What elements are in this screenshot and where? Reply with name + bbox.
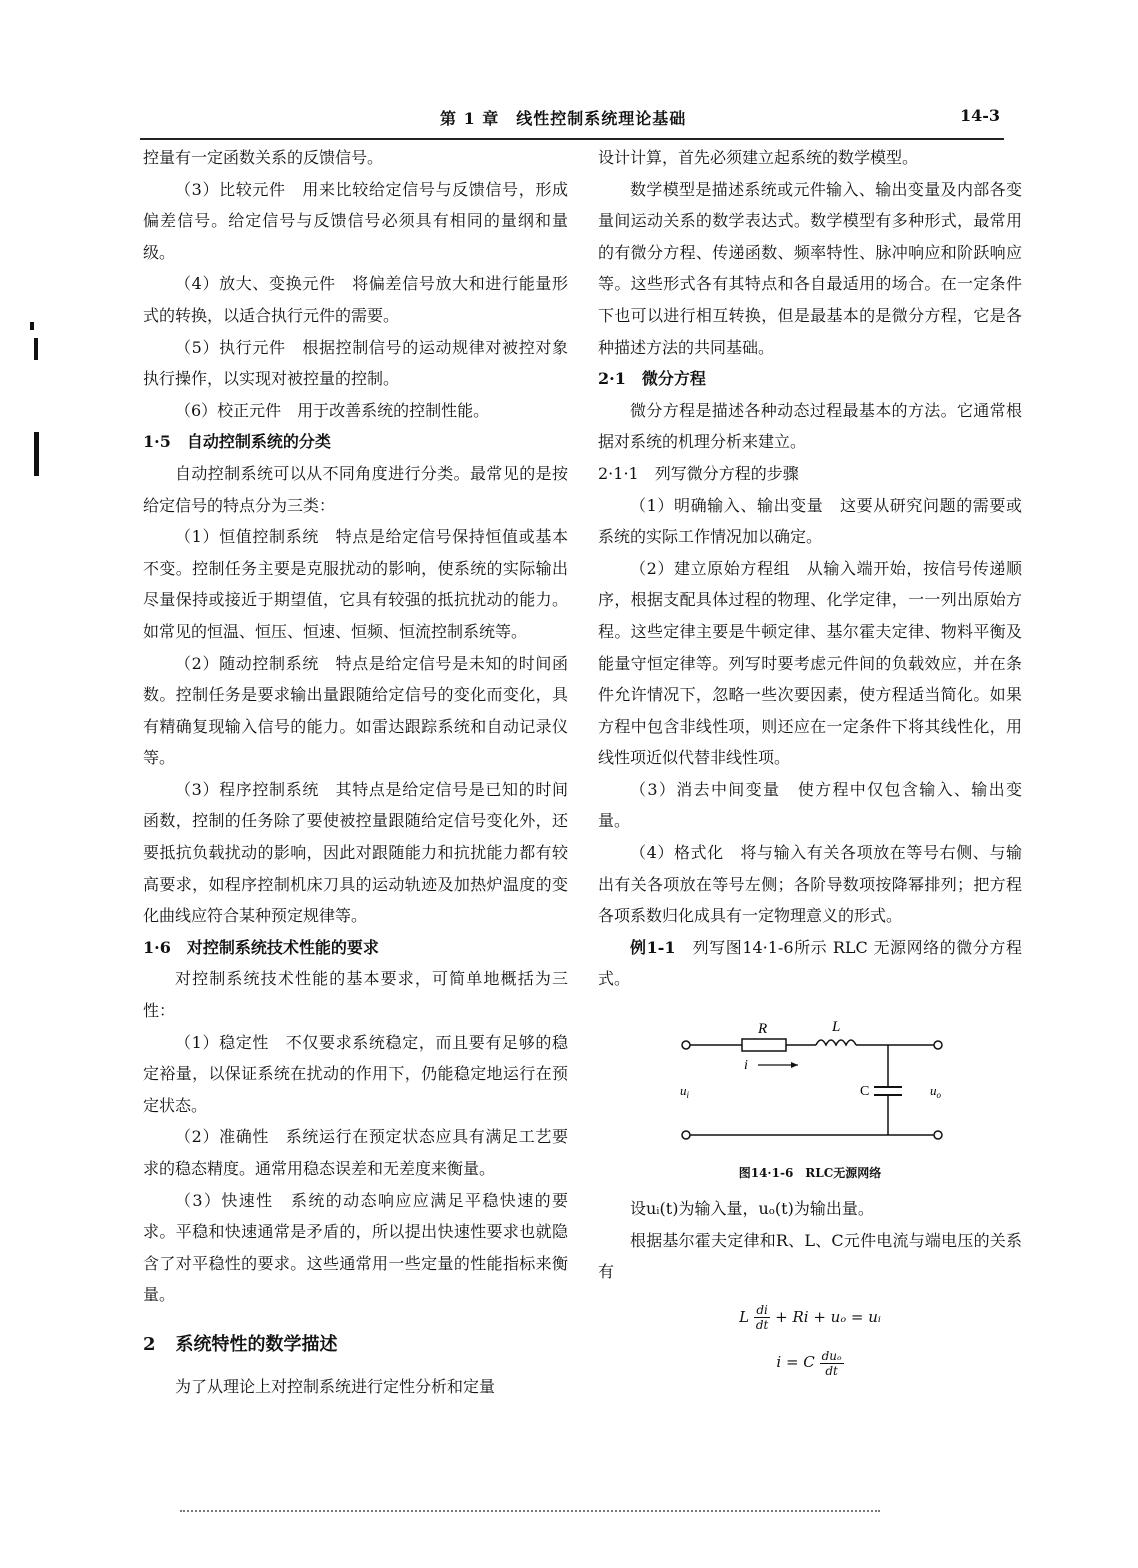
left-column — [143, 142, 568, 1402]
scan-mark — [30, 322, 34, 330]
paragraph: （3）快速性 系统的动态响应应满足平稳快速的要求。平稳和快速通常是矛盾的，所以提出快速性要求也就隐含了对平稳性的要求。这些通常用一些定量的性能指标来衡量。 — [143, 1190, 568, 1305]
inductor-symbol — [816, 1040, 856, 1045]
section-number: 2 — [143, 1333, 156, 1355]
paragraph: （6）校正元件 用于改善系统的控制性能。 — [175, 400, 490, 420]
resistor-symbol — [742, 1039, 786, 1051]
paragraph: 设计计算，首先必须建立起系统的数学模型。 — [598, 148, 919, 167]
figure-caption: 图14·1-6 RLC无源网络 — [738, 1166, 882, 1181]
example-label: 例1-1 — [630, 937, 676, 957]
bottom-scan-dots — [180, 1510, 880, 1514]
input-terminal-bottom — [682, 1131, 690, 1139]
page-header — [140, 102, 1004, 140]
paragraph: 数学模型是描述系统或元件输入、输出变量及内部各变量间运动关系的数学表达式。数学模型有多种形式，最常用的有微分方程、传递函数、频率特性、脉冲响应和阶跃响应等。这些形式各有其特点和各自最适用的场合。在一定条件下也可以进行相互转换，但是最基本的是微分方程，它是各种描述方法的共同基础。 — [598, 179, 1022, 357]
paragraph: （3）消去中间变量 使方程中仅包含输入、输出变量。 — [598, 779, 1022, 831]
paragraph: （3）程序控制系统 其特点是给定信号是已知的时间函数，控制的任务除了要使被控量跟随给定信号变化外，还要抵抗负载扰动的影响，因此对跟随能力和抗扰能力都有较高要求，如程序控制机床刀具的运动轨迹及加热炉温度的变化曲线应符合某种预定规律等。 — [143, 779, 568, 926]
paragraph: 控量有一定函数关系的反馈信号。 — [143, 148, 384, 167]
input-terminal-top — [682, 1041, 690, 1049]
scan-mark — [34, 338, 38, 360]
paragraph: （1）稳定性 不仅要求系统稳定，而且要有足够的稳定裕量，以保证系统在扰动的作用下，仍能稳定地运行在预定状态。 — [143, 1032, 568, 1115]
subsection-heading: 2·1·1 列写微分方程的步骤 — [598, 463, 799, 483]
paragraph: （4）放大、变换元件 将偏差信号放大和进行能量形式的转换，以适合执行元件的需要。 — [143, 274, 568, 325]
equation-capacitor: i = C $\frac{\text{duₒ}}{dt}$ — [776, 1348, 842, 1378]
paragraph: 为了从理论上对控制系统进行定性分析和定量 — [175, 1376, 496, 1396]
scan-mark — [34, 432, 39, 476]
example-text: 列写图14·1-6所示 RLC 无源网络的微分方程式。 — [598, 937, 1022, 989]
paragraph: （1）明确输入、输出变量 这要从研究问题的需要或系统的实际工作情况加以确定。 — [598, 495, 1022, 547]
section-heading: 1·5 自动控制系统的分类 — [143, 432, 331, 452]
fraction: $\frac{di}{dt}$ — [755, 1303, 769, 1333]
paragraph: （1）恒值控制系统 特点是给定信号保持恒值或基本不变。控制任务主要是克服扰动的影响，使系统的实际输出尽量保持或接近于期望值，它具有较强的抵抗扰动的能力。如常见的恒温、恒压、恒速、恒频、恒流控制系统等。 — [143, 527, 568, 641]
page-number: 14-3 — [959, 106, 1000, 125]
paragraph: （3）比较元件 用来比较给定信号与反馈信号，形成偏差信号。给定信号与反馈信号必须具有相同的量纲和量级。 — [143, 179, 568, 262]
paragraph: （5）执行元件 根据控制信号的运动规律对被控对象执行操作，以实现对被控量的控制。 — [143, 337, 568, 389]
chapter-section-heading — [143, 1329, 568, 1361]
capacitor-label: C — [860, 1084, 870, 1100]
right-column — [598, 142, 1022, 1393]
paragraph: 设uᵢ(t)为输入量，uₒ(t)为输出量。 — [630, 1199, 874, 1219]
inductor-label: L — [832, 1019, 841, 1036]
paragraph: 根据基尔霍夫定律和R、L、C元件电流与端电压的关系有 — [598, 1230, 1022, 1282]
paragraph: 自动控制系统可以从不同角度进行分类。最常见的是按给定信号的特点分为三类： — [143, 463, 568, 515]
output-terminal-bottom — [934, 1131, 942, 1139]
section-heading: 1·6 对控制系统技术性能的要求 — [143, 937, 379, 957]
section-title: 系统特性的数学描述 — [175, 1333, 338, 1355]
rlc-circuit-figure — [598, 1003, 1022, 1193]
paragraph: （4）格式化 将与输入有关各项放在等号右侧、与输出有关各项放在等号左侧；各阶导数项按降幂排列；把方程各项系数归化成具有一定物理意义的形式。 — [598, 843, 1022, 926]
paragraph: （2）随动控制系统 特点是给定信号是未知的时间函数。控制任务是要求输出量跟随给定信号的变化而变化，具有精确复现输入信号的能力。如雷达跟踪系统和自动记录仪等。 — [143, 653, 568, 768]
resistor-label: R — [758, 1021, 768, 1038]
fraction: $\frac{\text{duₒ}}{dt}$ — [821, 1348, 842, 1378]
example-paragraph — [598, 932, 1022, 995]
output-terminal-top — [934, 1041, 942, 1049]
equation-kvl: L $\frac{di}{dt}$ + Ri + uₒ = uᵢ — [739, 1303, 881, 1333]
input-voltage-label: $u_i$ — [680, 1083, 690, 1101]
paragraph: （2）建立原始方程组 从输入端开始，按信号传递顺序，根据支配具体过程的物理、化学定律，一一列出原始方程。这些定律主要是牛顿定律、基尔霍夫定律、物料平衡及能量守恒定律等。列写时要考虑元件间的负载效应，并在条件允许情况下，忽略一些次要因素，使方程适当简化。如果方程中包含非线性项，则还应在一定条件下将其线性化，用线性项近似代替非线性项。 — [598, 558, 1022, 768]
paragraph: 微分方程是描述各种动态过程最基本的方法。它通常根据对系统的机理分析来建立。 — [598, 400, 1022, 452]
paragraph: （2）准确性 系统运行在预定状态应具有满足工艺要求的稳态精度。通常用稳态误差和无差度来衡量。 — [143, 1127, 568, 1178]
output-voltage-label: $u_o$ — [930, 1083, 941, 1101]
section-heading: 2·1 微分方程 — [598, 369, 706, 389]
chapter-title: 第 1 章 线性控制系统理论基础 — [440, 109, 687, 128]
rlc-circuit-diagram — [598, 1003, 1022, 1163]
current-label: i — [744, 1058, 748, 1074]
paragraph: 对控制系统技术性能的基本要求，可简单地概括为三性： — [143, 969, 568, 1021]
